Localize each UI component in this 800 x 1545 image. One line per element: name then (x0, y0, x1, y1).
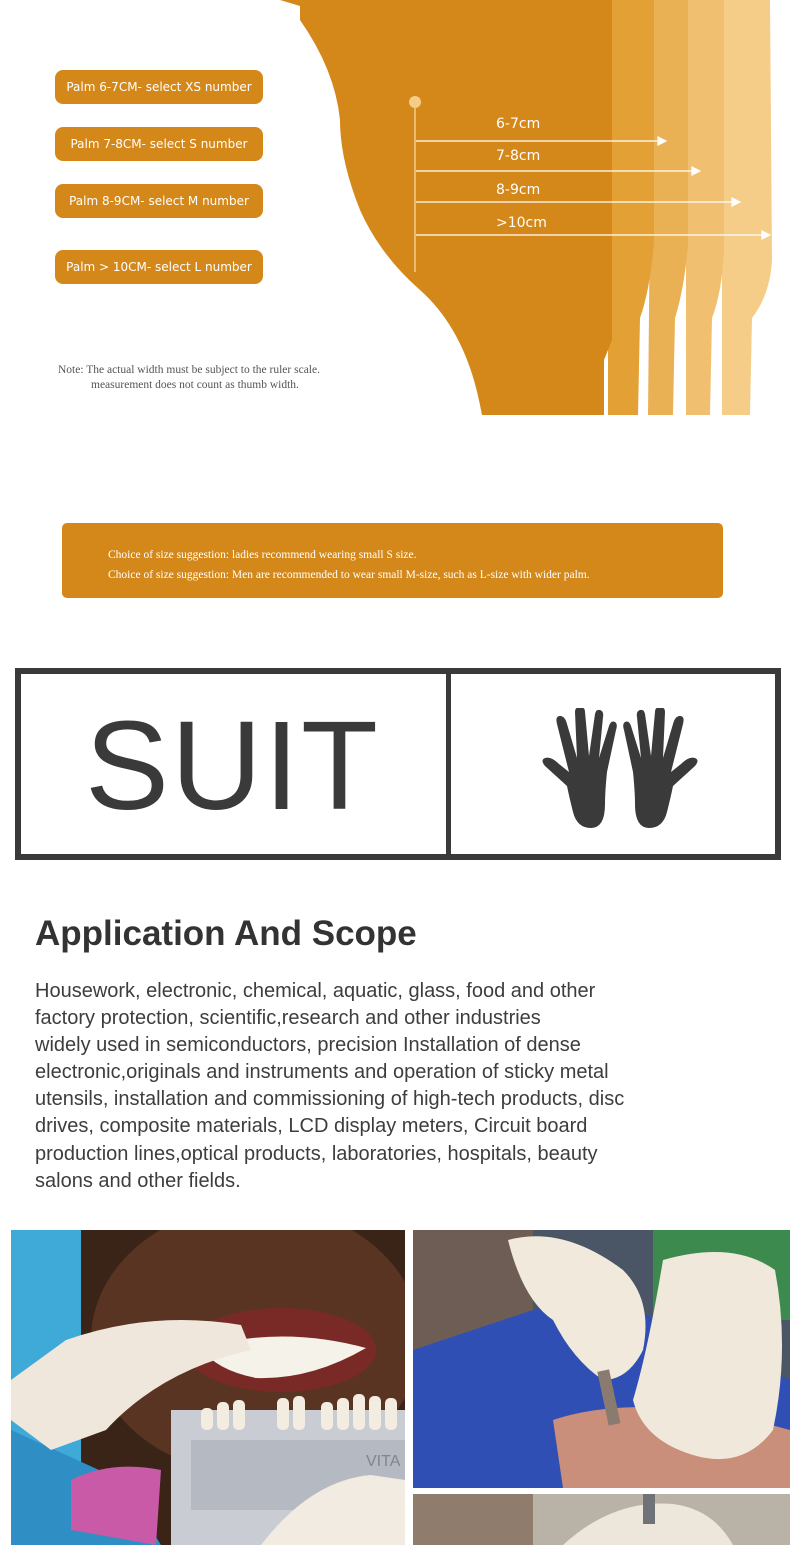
size-pill-xs: Palm 6-7CM- select XS number (55, 70, 263, 104)
suggestion-men: Choice of size suggestion: Men are recommended to wear small M-size, such as L-size with wider palm. (108, 569, 590, 581)
application-title: Application And Scope (35, 914, 417, 953)
suit-divider (446, 674, 451, 854)
size-note (58, 363, 320, 393)
palm-shape (280, 0, 612, 415)
measure-label-m: 8-9cm (496, 182, 541, 198)
size-band-xl (720, 0, 772, 415)
suggestion-ladies: Choice of size suggestion: ladies recommend wearing small S size. (108, 549, 417, 561)
measure-label-xs: 6-7cm (496, 116, 541, 132)
medical-injection-photo (413, 1230, 790, 1488)
measure-label-s: 7-8cm (496, 148, 541, 164)
application-body: Housework, electronic, chemical, aquatic, glass, food and other factory protection, scientific,research and other industries widely used in semiconductors, precision Installation of dense electronic,originals and instruments and operation of sticky metal utensils, installation and commissioning of high-tech products, disc drives, composite materials, LCD display meters, Circuit board production lines,optical products, laboratories, hospitals, beauty salons and other fields. (35, 980, 625, 1192)
suit-box (15, 668, 781, 860)
note-line-1: Note: The actual width must be subject to the ruler scale. (58, 364, 320, 376)
medical-photo-bottom (413, 1494, 790, 1545)
measure-label-l: >10cm (496, 215, 547, 231)
vita-label: VITA (366, 1453, 401, 1470)
size-pill-l: Palm > 10CM- select L number (55, 250, 263, 284)
size-pill-s: Palm 7-8CM- select S number (55, 127, 263, 161)
size-pill-m: Palm 8-9CM- select M number (55, 184, 263, 218)
size-band-l (686, 0, 724, 415)
dental-photo (11, 1230, 405, 1545)
size-suggestion-banner (62, 523, 723, 598)
note-line-2: measurement does not count as thumb width. (91, 379, 299, 391)
hands-icon (539, 708, 701, 830)
size-band-s (608, 0, 654, 415)
suit-title: SUIT (85, 695, 381, 836)
